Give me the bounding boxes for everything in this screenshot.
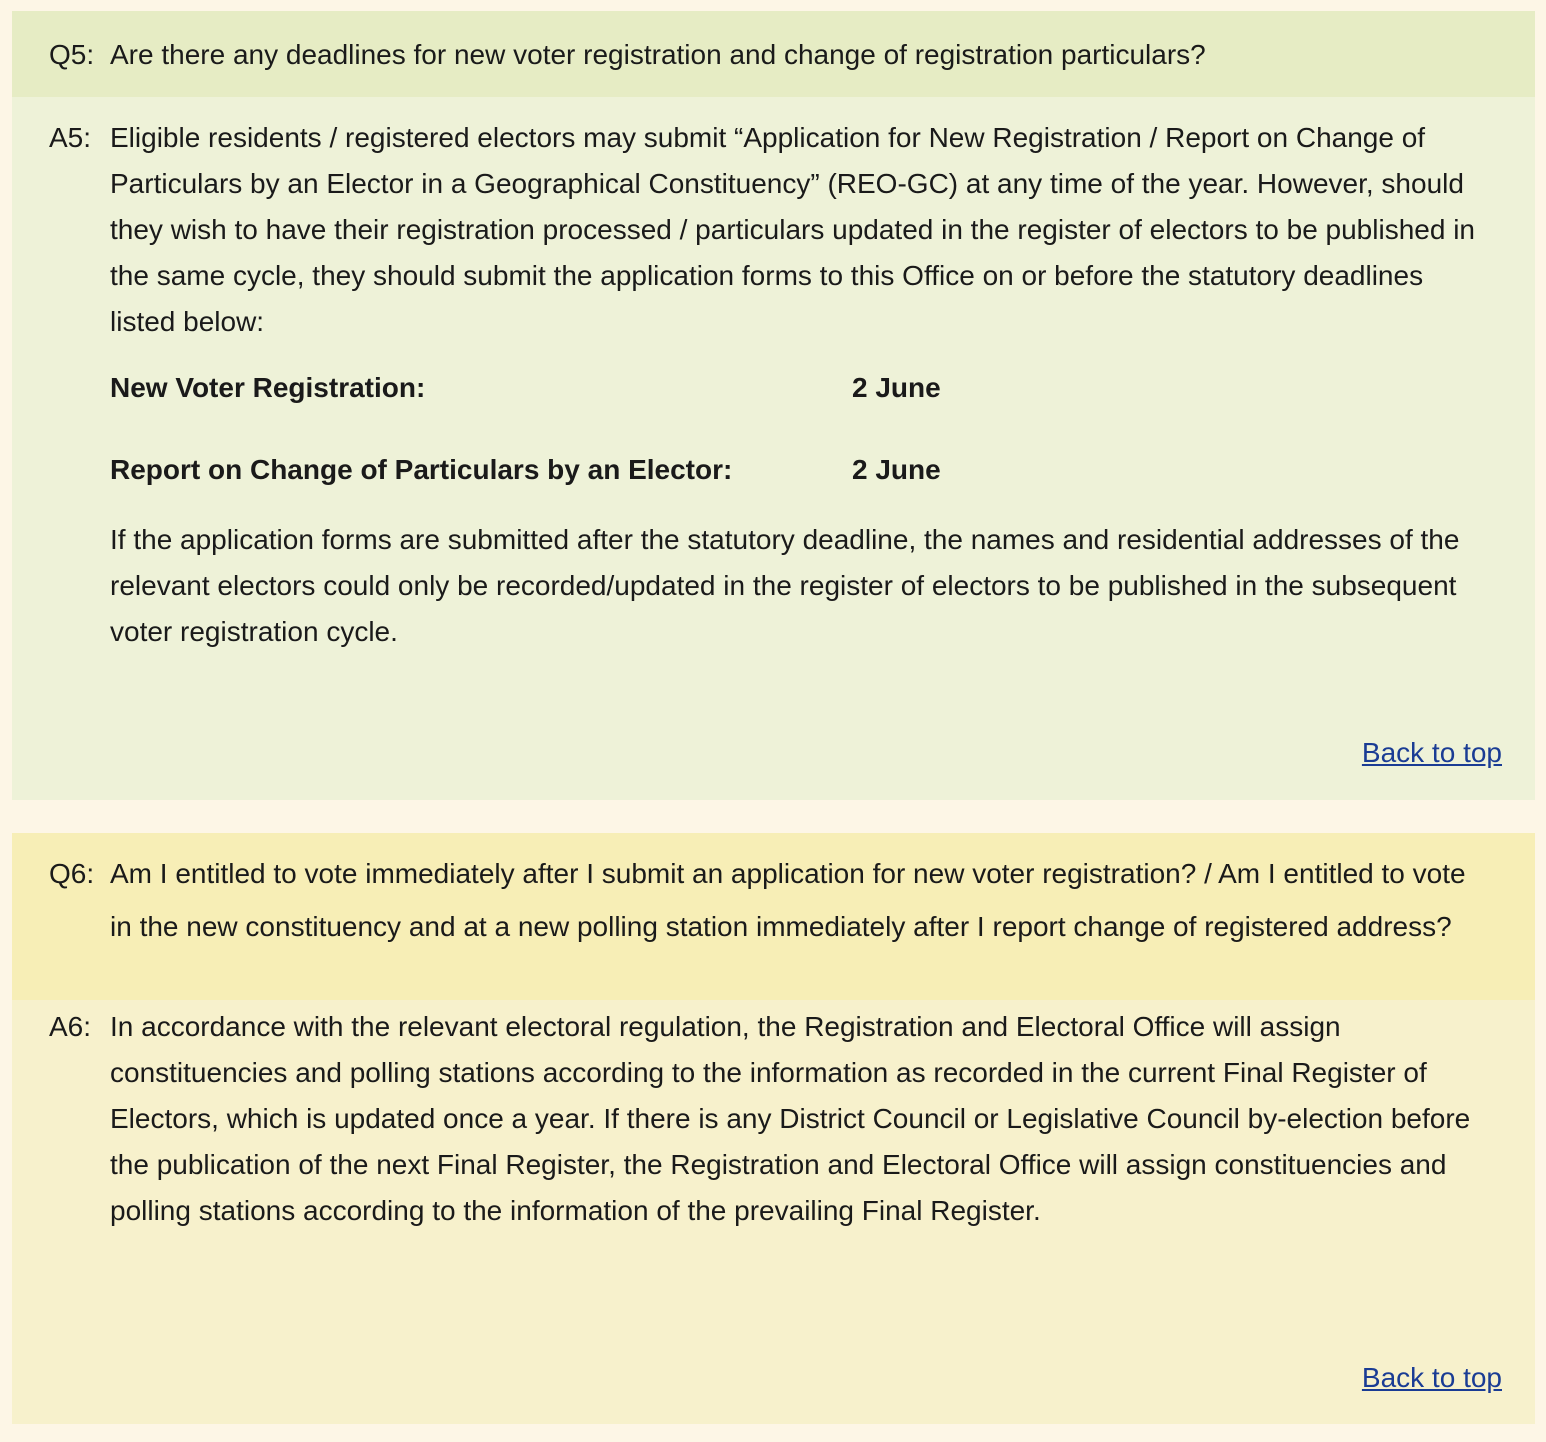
deadline-date: 2 June	[852, 454, 941, 485]
question-row	[12, 833, 1535, 1000]
answer-body	[110, 1004, 1485, 1234]
question-text: Am I entitled to vote immediately after I submit an application for new voter registration? / Am I entitled to vote in the new constituency and at a new polling station immediately after I report change of registered address?	[110, 858, 1466, 942]
back-to-top-link[interactable]: Back to top	[1361, 1362, 1502, 1393]
answer-note-text: If the application forms are submitted after the statutory deadline, the names and residential addresses of the relevant electors could only be recorded/updated in the register of electors to be published in the subsequent voter registration cycle.	[110, 524, 1460, 647]
answer-label: A5:	[49, 122, 92, 153]
answer-row	[12, 97, 1535, 655]
answer-body	[110, 115, 1485, 655]
question-row	[12, 11, 1535, 97]
faq-item-q5	[12, 11, 1535, 800]
deadline-table	[110, 365, 1485, 493]
answer-row	[12, 1000, 1535, 1234]
deadline-label: New Voter Registration:	[110, 372, 426, 403]
back-to-top-link[interactable]: Back to top	[1361, 737, 1502, 768]
faq-item-q6	[12, 833, 1535, 1424]
deadline-label: Report on Change of Particulars by an Elector:	[110, 454, 733, 485]
answer-intro-text: Eligible residents / registered electors may submit “Application for New Registration / Report on Change of Particulars by an Elector in a Geographical Constituency” (REO-GC) at any time of the year. However, should they wish to have their registration processed / particulars updated in the register of electors to be published in the same cycle, they should submit the application forms to this Office on or before the statutory deadlines listed below:	[110, 122, 1475, 337]
answer-label: A6:	[49, 1011, 92, 1042]
answer-intro-text: In accordance with the relevant electoral regulation, the Registration and Electoral Office will assign constituencies and polling stations according to the information as recorded in the current Final Register of Electors, which is updated once a year. If there is any District Council or Legislative Council by-election before the publication of the next Final Register, the Registration and Electoral Office will assign constituencies and polling stations according to the information of the prevailing Final Register.	[110, 1011, 1471, 1226]
deadline-row	[110, 447, 1485, 493]
deadline-row	[110, 365, 1485, 411]
question-label: Q6:	[49, 858, 95, 889]
question-text: Are there any deadlines for new voter registration and change of registration particulars?	[110, 38, 1206, 70]
deadline-date: 2 June	[852, 372, 941, 403]
question-label: Q5:	[49, 38, 95, 70]
